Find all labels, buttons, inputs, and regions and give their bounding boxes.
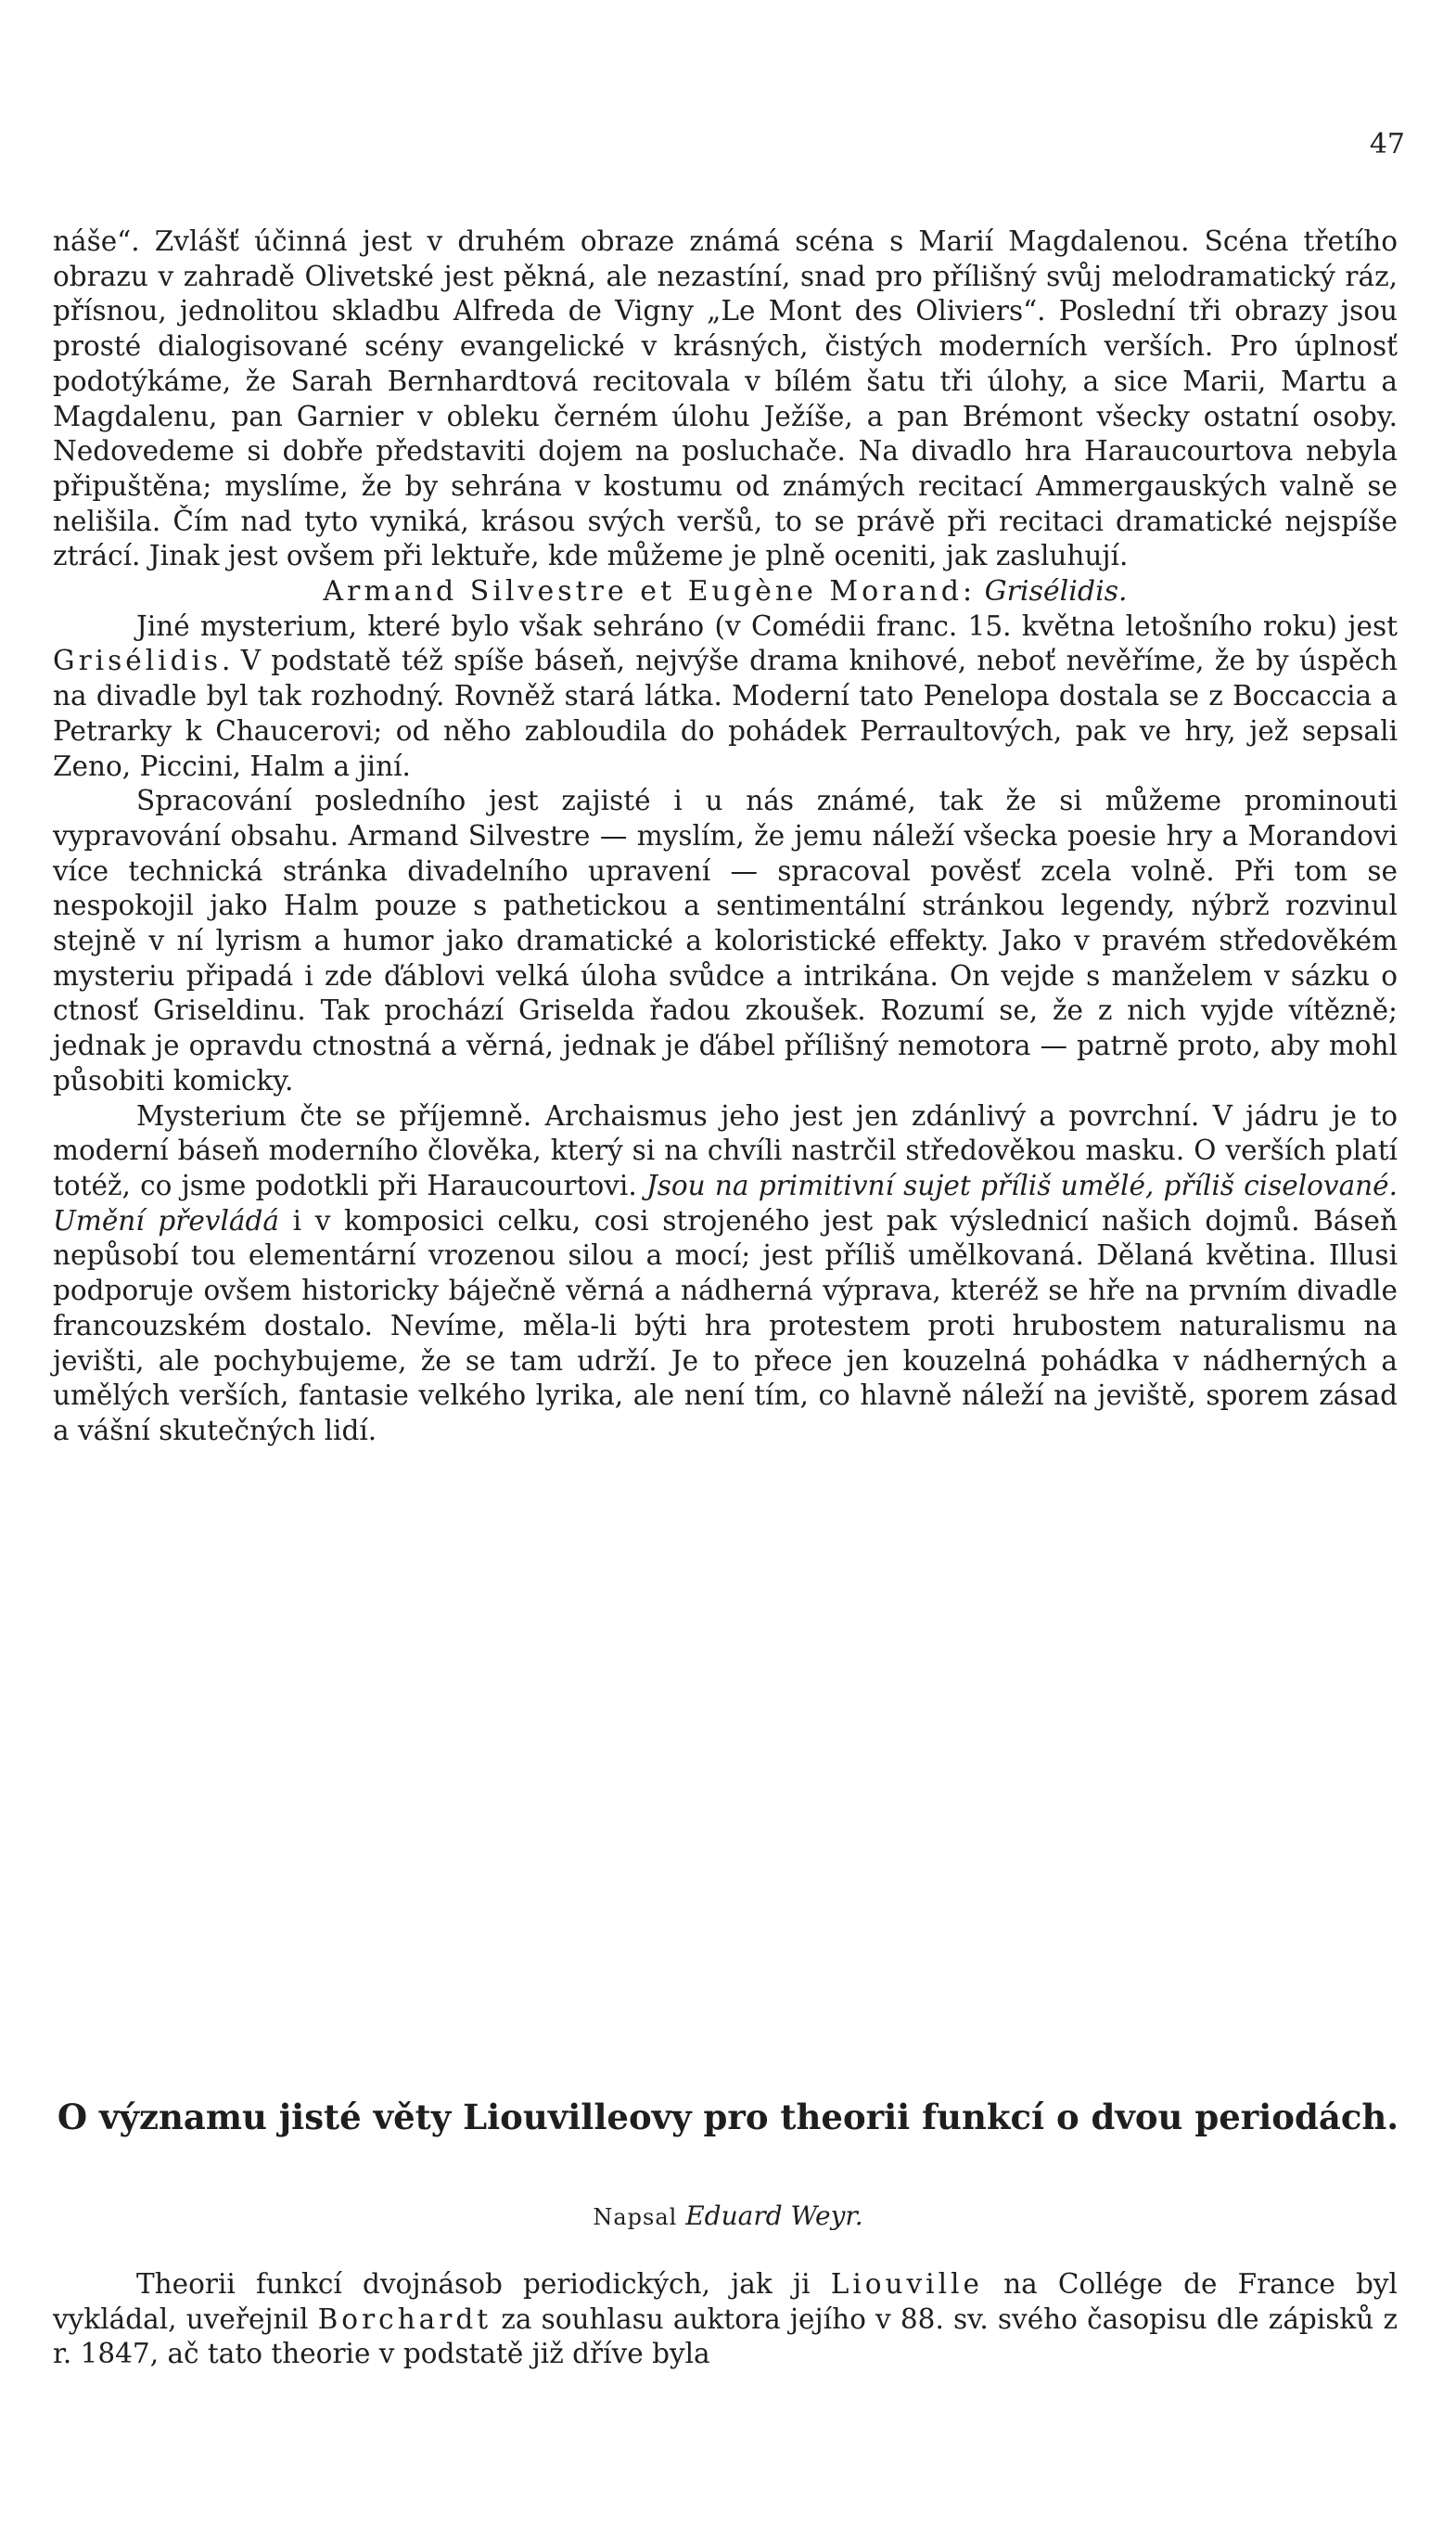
- page-number: 47: [1369, 128, 1405, 160]
- griselidis-authors: Armand Silvestre et Eugène Morand:: [323, 575, 977, 609]
- paragraph-weyr-1-borchardt: Borchardt: [317, 2303, 492, 2335]
- paragraph-haraucourt: náše“. Zvlášť účinná jest v druhém obraze známá scéna s Marií Magdalenou. Scéna třetího obrazu v zahradě Olivetské jest pěkná, ale nezastíní, snad pro přílišný svůj melodramatický ráz, přísnou, jednolitou skladbu Alfreda de Vigny „Le Mont des Oliviers“. Poslední tři obrazy jsou prosté dialogisované scény evangelické v krásných, čistých moderních verších. Pro úplnosť podotýkáme, že Sarah Bernhardtová recitovala v bílém šatu tři úlohy, a sice Marii, Martu a Magdalenu, pan Garnier v obleku černém úlohu Ježíše, a pan Brémont všecky ostatní osoby. Nedovedeme si dobře představiti dojem na posluchače. Na divadlo hra Haraucourtova nebyla připuštěna; myslíme, že by sehrána v kostumu od známých recitací Ammergauských valně se nelišila. Čím nad tyto vyniká, krásou svých veršů, to se právě při recitaci dramatické nejspíše ztrácí. Jinak jest ovšem při lektuře, kde můžeme je plně oceniti, jak zasluhují.: [53, 225, 1398, 572]
- paragraph-griselidis-1: [53, 609, 1398, 785]
- article-body-top: [53, 224, 1398, 1449]
- paragraph-griselidis-1-before: Jiné mysterium, které bylo však sehráno (v Comédii franc. 15. května letošního roku) jest: [136, 609, 1398, 642]
- paragraph-griselidis-3-italic: Jsou na primitivní sujet příliš umělé, příliš ciselované. Umění převládá: [53, 1169, 1398, 1237]
- paragraph-weyr-1-liouville: Liouville: [830, 2268, 983, 2300]
- griselidis-work-title: Grisélidis.: [984, 575, 1128, 609]
- paragraph-weyr-1-part2: na Collége de France byl vykládal, uveřejnil: [53, 2268, 1398, 2335]
- paragraph-griselidis-1-spaced: Grisélidis: [53, 645, 223, 677]
- paragraph-weyr-1-part1: Theorii funkcí dvojnásob periodických, jak ji: [136, 2268, 831, 2300]
- article-body-weyr: [53, 2267, 1398, 2372]
- paragraph-weyr-1: [53, 2267, 1398, 2372]
- paragraph-griselidis-3: [53, 1099, 1398, 1449]
- byline: [56, 2200, 1400, 2231]
- byline-author: Eduard Weyr.: [685, 2200, 863, 2231]
- section-title: O významu jisté věty Liouvilleovy pro theorii funkcí o dvou periodách.: [57, 2097, 1399, 2137]
- paragraph-griselidis-2: Spracování posledního jest zajisté i u nás známé, tak že si můžeme prominouti vypravování obsahu. Armand Silvestre — myslím, že jemu náleží všecka poesie hry a Morandovi více technická stránka divadelního upravení — spracoval pověsť zcela volně. Při tom se nespokojil jako Halm pouze s pathetickou a sentimentální stránkou legendy, nýbrž rozvinul stejně v ní lyrism a humor jako dramatické a koloristické effekty. Jako v pravém středověkém mysteriu připadá i zde ďáblovi velká úloha svůdce a intrikána. On vejde s manželem v sázku o ctnosť Griseldinu. Tak prochází Griselda řadou zkoušek. Rozumí se, že z nich vyjde vítězně; jednak je opravdu ctnostná a věrná, jednak je ďábel přílišný nemotora — patrně proto, aby mohl působiti komicky.: [53, 785, 1398, 1097]
- griselidis-heading: [53, 574, 1398, 609]
- paragraph-griselidis-1-after: . V podstatě též spíše báseň, nejvýše drama knihové, neboť nevěříme, že by úspěch na divadle byl tak rozhodný. Rovněž stará látka. Moderní tato Penelopa dostala se z Boccaccia a Petrarky k Chaucerovi; od něho zabloudila do pohádek Perraultových, pak ve hry, jež sepsali Zeno, Piccini, Halm a jiní.: [53, 645, 1398, 782]
- paragraph-weyr-1-part3: za souhlasu auktora jejího v 88. sv. svého časopisu dle zápisků z r. 1847, ač tato theorie v podstatě již dříve byla: [53, 2303, 1398, 2370]
- paragraph-griselidis-3-before: Mysterium čte se příjemně. Archaismus jeho jest jen zdánlivý a povrchní. V jádru je to moderní báseň moderního člověka, který si na chvíli nastrčil středověkou masku. O verších platí totéž, co jsme podotkli při Haraucourtovi.: [53, 1099, 1398, 1201]
- paragraph-griselidis-3-after: i v komposici celku, cosi strojeného jest pak výslednicí našich dojmů. Báseň nepůsobí tou elementární vrozenou silou a mocí; jest příliš umělkovaná. Dělaná květina. Illusi podporuje ovšem historicky báječně věrná a nádherná výprava, kteréž se hře na prvním divadle francouzském dostalo. Nevíme, měla-li býti hra protestem proti hrubostem naturalismu na jevišti, ale pochybujeme, že se tam udrží. Je to přece jen kouzelná pohádka v nádherných a umělých verších, fantasie velkého lyrika, ale není tím, co hlavně náleží na jeviště, sporem zásad a vášní skutečných lidí.: [53, 1204, 1398, 1446]
- byline-prefix: Napsal: [593, 2204, 678, 2230]
